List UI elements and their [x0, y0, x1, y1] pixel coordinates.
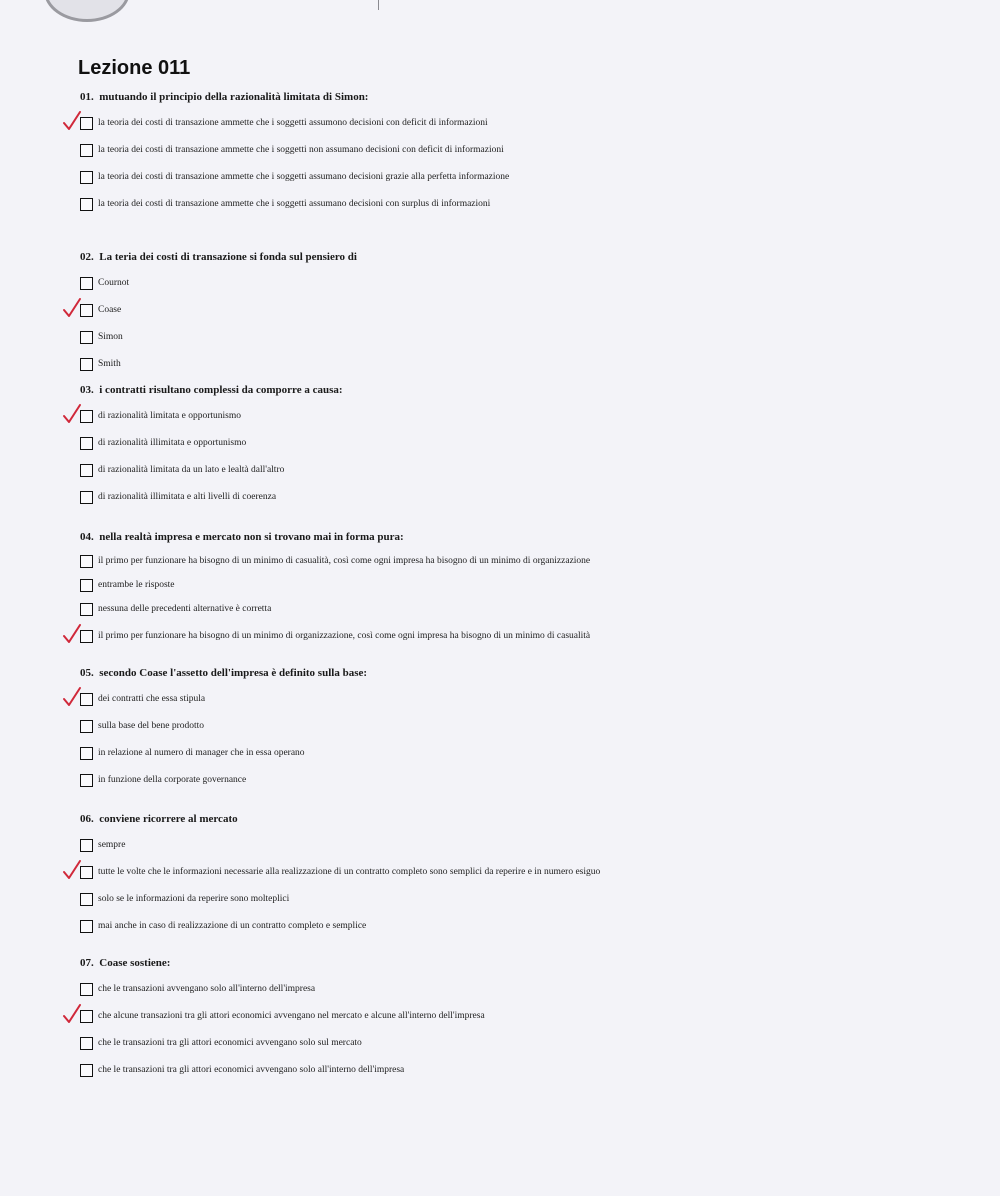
answer-text: che le transazioni tra gli attori economici avvengano solo sul mercato: [98, 1038, 362, 1048]
answer-option[interactable]: [0, 983, 1000, 999]
answer-text: la teoria dei costi di transazione ammette che i soggetti assumano decisioni grazie alla perfetta informazione: [98, 172, 510, 182]
answer-option[interactable]: [0, 747, 1000, 763]
question-text: nella realtà impresa e mercato non si trovano mai in forma pura:: [99, 531, 404, 543]
answer-text: che le transazioni tra gli attori economici avvengano solo all'interno dell'impresa: [98, 1065, 405, 1075]
checkmark-icon: [62, 110, 82, 132]
question-heading: [80, 91, 368, 103]
answer-option[interactable]: [0, 839, 1000, 855]
question-text: mutuando il principio della razionalità limitata di Simon:: [99, 91, 369, 103]
answer-option[interactable]: [0, 464, 1000, 480]
question-number: 07.: [80, 957, 94, 969]
answer-option[interactable]: [0, 491, 1000, 507]
question-number: 02.: [80, 251, 94, 263]
answer-option[interactable]: [0, 304, 1000, 320]
question-text: conviene ricorrere al mercato: [99, 813, 238, 825]
answer-checkbox[interactable]: [80, 198, 93, 211]
answer-option[interactable]: [0, 1037, 1000, 1053]
answer-text: di razionalità illimitata e opportunismo: [98, 438, 247, 448]
answer-checkbox[interactable]: [80, 491, 93, 504]
answer-checkbox[interactable]: [80, 579, 93, 592]
question-number: 01.: [80, 91, 94, 103]
university-wordmark: [170, 0, 340, 10]
answer-checkbox[interactable]: [80, 171, 93, 184]
question-text: secondo Coase l'assetto dell'impresa è definito sulla base:: [99, 667, 368, 679]
question-heading: [80, 667, 367, 679]
answer-text: di razionalità illimitata e alti livelli di coerenza: [98, 492, 277, 502]
question-number: 03.: [80, 384, 94, 396]
answer-text: entrambe le risposte: [98, 580, 175, 590]
answer-option[interactable]: [0, 171, 1000, 187]
question-heading: [80, 957, 170, 969]
answer-option[interactable]: [0, 198, 1000, 214]
answer-text: Simon: [98, 332, 123, 342]
answer-text: di razionalità limitata e opportunismo: [98, 411, 241, 421]
answer-option[interactable]: [0, 1010, 1000, 1026]
question-heading: [80, 251, 357, 263]
question-number: 04.: [80, 531, 94, 543]
answer-checkbox[interactable]: [80, 1064, 93, 1077]
answer-option[interactable]: [0, 331, 1000, 347]
checkmark-icon: [62, 623, 82, 645]
answer-text: la teoria dei costi di transazione ammette che i soggetti non assumano decisioni con deficit di informazioni: [98, 145, 504, 155]
answer-text: mai anche in caso di realizzazione di un contratto completo e semplice: [98, 921, 367, 931]
answer-checkbox[interactable]: [80, 331, 93, 344]
answer-checkbox[interactable]: [80, 774, 93, 787]
answer-option[interactable]: [0, 893, 1000, 909]
question-heading: [80, 384, 343, 396]
answer-text: Smith: [98, 359, 121, 369]
checkmark-icon: [62, 859, 82, 881]
answer-text: dei contratti che essa stipula: [98, 694, 206, 704]
answer-checkbox[interactable]: [80, 747, 93, 760]
header-divider: [378, 0, 379, 10]
answer-text: nessuna delle precedenti alternative è corretta: [98, 604, 272, 614]
question-heading: [80, 813, 238, 825]
answer-checkbox[interactable]: [80, 437, 93, 450]
checkmark-icon: [62, 297, 82, 319]
answer-option[interactable]: [0, 144, 1000, 160]
answer-checkbox[interactable]: [80, 144, 93, 157]
checkmark-icon: [62, 1003, 82, 1025]
answer-checkbox[interactable]: [80, 920, 93, 933]
answer-option[interactable]: [0, 437, 1000, 453]
question-number: 06.: [80, 813, 94, 825]
answer-option[interactable]: [0, 555, 1000, 571]
answer-text: tutte le volte che le informazioni necessarie alla realizzazione di un contratto completo sono semplici da reperire e in numero esiguo: [98, 867, 601, 877]
answer-option[interactable]: [0, 866, 1000, 882]
answer-text: il primo per funzionare ha bisogno di un minimo di organizzazione, così come ogni impresa ha bisogno di un minimo di casualità: [98, 631, 591, 641]
answer-checkbox[interactable]: [80, 358, 93, 371]
question-text: i contratti risultano complessi da comporre a causa:: [99, 384, 343, 396]
question-number: 05.: [80, 667, 94, 679]
answer-text: in relazione al numero di manager che in essa operano: [98, 748, 305, 758]
answer-text: solo se le informazioni da reperire sono molteplici: [98, 894, 290, 904]
answer-text: che le transazioni avvengano solo all'interno dell'impresa: [98, 984, 316, 994]
answer-option[interactable]: [0, 693, 1000, 709]
answer-checkbox[interactable]: [80, 720, 93, 733]
answer-checkbox[interactable]: [80, 603, 93, 616]
answer-text: Cournot: [98, 278, 130, 288]
answer-option[interactable]: [0, 774, 1000, 790]
question-heading: [80, 531, 404, 543]
answer-checkbox[interactable]: [80, 839, 93, 852]
answer-checkbox[interactable]: [80, 555, 93, 568]
answer-option[interactable]: [0, 410, 1000, 426]
answer-text: la teoria dei costi di transazione ammette che i soggetti assumano decisioni con surplus di informazioni: [98, 199, 491, 209]
question-text: La teria dei costi di transazione si fonda sul pensiero di: [99, 251, 357, 263]
university-logo: [44, 0, 130, 22]
answer-text: sempre: [98, 840, 126, 850]
answer-option[interactable]: [0, 603, 1000, 619]
answer-text: Coase: [98, 305, 122, 315]
answer-option[interactable]: [0, 630, 1000, 646]
answer-checkbox[interactable]: [80, 464, 93, 477]
answer-text: di razionalità limitata da un lato e lealtà dall'altro: [98, 465, 285, 475]
answer-checkbox[interactable]: [80, 1037, 93, 1050]
answer-text: in funzione della corporate governance: [98, 775, 247, 785]
answer-option[interactable]: [0, 117, 1000, 133]
answer-checkbox[interactable]: [80, 277, 93, 290]
checkmark-icon: [62, 403, 82, 425]
answer-option[interactable]: [0, 720, 1000, 736]
answer-text: la teoria dei costi di transazione ammette che i soggetti assumono decisioni con deficit di informazioni: [98, 118, 488, 128]
question-text: Coase sostiene:: [99, 957, 171, 969]
answer-checkbox[interactable]: [80, 983, 93, 996]
answer-option[interactable]: [0, 277, 1000, 293]
answer-checkbox[interactable]: [80, 893, 93, 906]
answer-text: sulla base del bene prodotto: [98, 721, 205, 731]
answer-option[interactable]: [0, 1064, 1000, 1080]
answer-option[interactable]: [0, 358, 1000, 374]
lesson-title: Lezione 011: [78, 57, 191, 79]
answer-text: che alcune transazioni tra gli attori economici avvengano nel mercato e alcune all'interno dell'impresa: [98, 1011, 485, 1021]
answer-text: il primo per funzionare ha bisogno di un minimo di casualità, così come ogni impresa ha bisogno di un minimo di organizzazione: [98, 556, 591, 566]
answer-option[interactable]: [0, 920, 1000, 936]
checkmark-icon: [62, 686, 82, 708]
answer-option[interactable]: [0, 579, 1000, 595]
